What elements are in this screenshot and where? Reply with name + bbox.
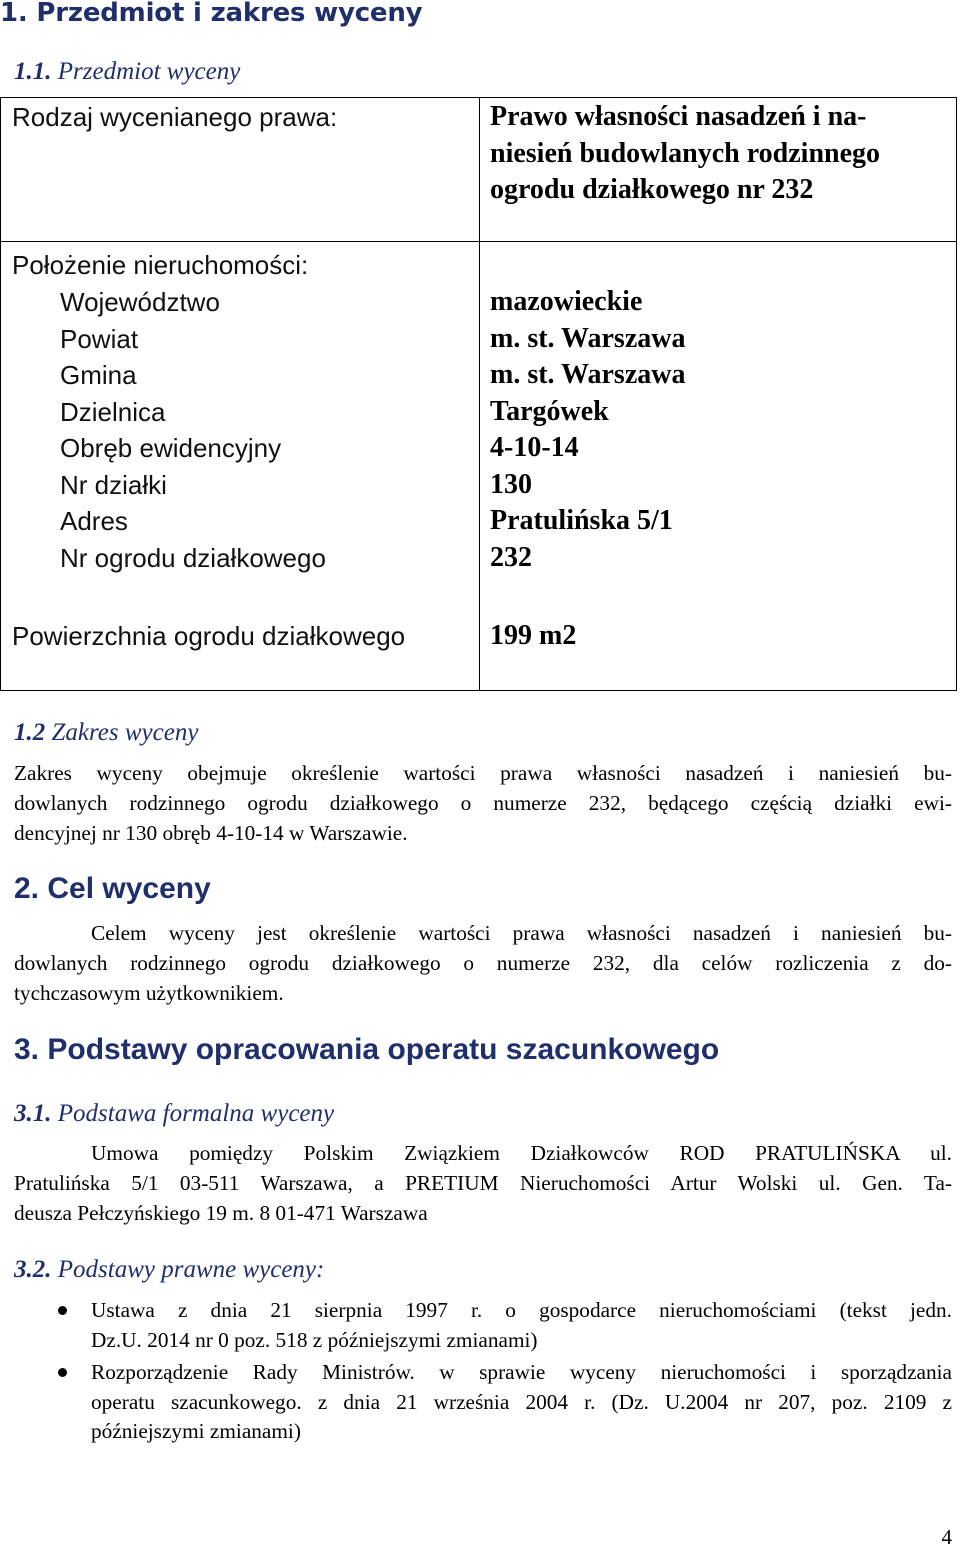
bullet-icon	[58, 1306, 67, 1315]
subsection-heading-1-2	[14, 719, 198, 747]
right-type-line: Prawo własności nasadzeń i na-	[490, 101, 867, 132]
row-label: Dzielnica	[60, 396, 166, 427]
right-type-label: Rodzaj wycenianego prawa:	[12, 102, 338, 132]
subsection-number: 3.2.	[14, 1256, 52, 1283]
subsection-title: Podstawa formalna wyceny	[51, 1100, 335, 1127]
bullet-icon	[58, 1368, 67, 1377]
row-label: Obręb ewidencyjny	[60, 433, 282, 463]
text-line: dowlanych rodzinnego ogrodu działkowego o numerze 232, dla celów rozliczenia z do-	[14, 951, 952, 975]
row-value: mazowieckie	[490, 286, 643, 317]
row-value: Pratulińska 5/1	[490, 505, 673, 536]
right-type-line: niesień budowlanych rodzinnego	[490, 137, 881, 169]
area-value: 199 m2	[490, 620, 577, 651]
location-title: Położenie nieruchomości:	[12, 250, 309, 280]
row-label: Nr działki	[60, 469, 167, 500]
page-number: 4	[941, 1525, 952, 1549]
text-line: dencyjnej nr 130 obręb 4-10-14 w Warszawie.	[14, 821, 408, 845]
subsection-number: 1.1.	[14, 58, 52, 85]
subsection-title: Zakres wyceny	[45, 719, 199, 746]
section-heading-1: 1. Przedmiot i zakres wyceny	[0, 0, 423, 28]
subsection-number: 1.2	[14, 719, 46, 746]
text-line: operatu szacunkowego. z dnia 21 września 2004 r. (Dz. U.2004 nr 207, poz. 2109 z	[91, 1389, 952, 1414]
subsection-heading-1-1	[14, 58, 240, 86]
row-value: 4-10-14	[490, 432, 579, 463]
text-line: tychczasowym użytkownikiem.	[14, 981, 284, 1005]
valuation-subject-table	[0, 97, 957, 691]
row-value: 130	[490, 468, 532, 500]
text-line: Rozporządzenie Rady Ministrów. w sprawie wyceny nieruchomości i sporządzania	[91, 1360, 952, 1384]
row-value: m. st. Warszawa	[490, 322, 686, 354]
text-line: Zakres wyceny obejmuje określenie wartości prawa własności nasadzeń i naniesień bu-	[14, 761, 952, 785]
subsection-title: Podstawy prawne wyceny:	[51, 1256, 325, 1283]
text-line: Dz.U. 2014 nr 0 poz. 518 z późniejszymi zmianami)	[91, 1327, 538, 1352]
section-heading-2: 2. Cel wyceny	[14, 872, 211, 905]
subsection-heading-3-1	[14, 1100, 334, 1128]
formal-basis-paragraph	[14, 1138, 952, 1228]
row-label: Województwo	[60, 287, 220, 317]
text-line: późniejszymi zmianami)	[91, 1419, 301, 1443]
location-values	[490, 284, 685, 576]
row-label: Adres	[60, 506, 128, 536]
row-label: Nr ogrodu działkowego	[60, 542, 326, 573]
scope-paragraph	[14, 758, 952, 848]
location-labels	[60, 284, 326, 576]
list-item	[14, 1296, 952, 1355]
row-label: Powiat	[60, 323, 139, 354]
list-item	[14, 1358, 952, 1447]
row-value: m. st. Warszawa	[490, 359, 686, 390]
row-value: 232	[490, 541, 532, 573]
text-line: deusza Pełczyńskiego 19 m. 8 01-471 Warszawa	[14, 1201, 428, 1225]
text-line: Ustawa z dnia 21 sierpnia 1997 r. o gospodarce nieruchomościami (tekst jedn.	[91, 1298, 952, 1322]
section-heading-3: 3. Podstawy opracowania operatu szacunkowego	[14, 1033, 720, 1066]
text-line: dowlanych rodzinnego ogrodu działkowego o numerze 232, będącego częścią działki ewi-	[14, 791, 952, 815]
right-type-line: ogrodu działkowego nr 232	[490, 174, 814, 205]
row-value: Targówek	[490, 395, 609, 427]
legal-basis-list	[14, 1296, 952, 1450]
row-label: Gmina	[60, 360, 137, 390]
area-label: Powierzchnia ogrodu działkowego	[12, 621, 406, 651]
right-type-value	[490, 99, 880, 209]
purpose-paragraph	[14, 918, 952, 1008]
subsection-heading-3-2	[14, 1256, 324, 1284]
subsection-number: 3.1.	[14, 1100, 52, 1127]
text-line: Celem wyceny jest określenie wartości prawa własności nasadzeń i naniesień bu-	[91, 921, 952, 945]
text-line: Umowa pomiędzy Polskim Związkiem Działkowców ROD PRATULIŃSKA ul.	[91, 1141, 952, 1165]
text-line: Pratulińska 5/1 03-511 Warszawa, a PRETIUM Nieruchomości Artur Wolski ul. Gen. Ta-	[14, 1171, 952, 1195]
subsection-title: Przedmiot wyceny	[51, 58, 241, 85]
